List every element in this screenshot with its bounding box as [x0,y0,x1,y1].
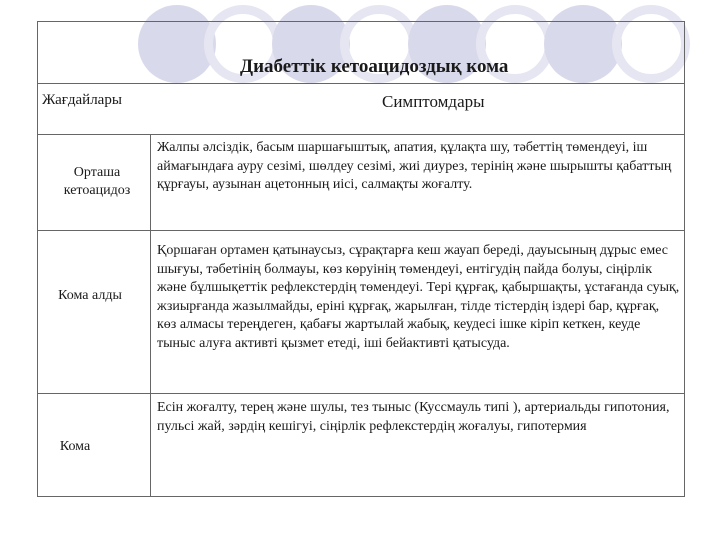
condition-cell: Кома [59,439,91,454]
header-conditions: Жағдайлары [42,92,122,108]
condition-cell: Кома алды [58,288,122,303]
header-symptoms: Симптомдары [382,92,485,111]
column-divider [150,134,151,497]
symptoms-cell: Жалпы әлсіздік, басым шаршағыштық, апатия, құлақта шу, тәбеттің төмендеуі, іш аймағындаға ауру сезімі, шөлдеу сезімі, жиі диурез, терінің және шырышты қабаттың құрғауы, аузынан ацетонның иісі, салмақты жоғалту. [157,140,672,193]
row-divider [37,230,685,231]
symptoms-cell: Есін жоғалту, терең және шулы, тез тыныс (Куссмауль типі ), артериальды гипотония, пульсі жай, зәрдің кешігуі, сіңірлік рефлекстердің жоғалуы, гипотермия [157,400,670,434]
title-divider [37,83,685,84]
header-divider [37,134,685,135]
condition-cell: Орташа кетоацидоз [63,165,131,198]
row-divider [37,393,685,394]
symptoms-cell: Қоршаған ортамен қатынаусыз, сұрақтарға кеш жауап береді, дауысының дұрыс емес шығуы, тәбетінің болмауы, көз көруінің төмендеуі, ентігудің пайда болуы, сіңірлік және бұлшықеттік рефлекстердің төмендеуі. Тері құрғақ, қабыршақты, ұстағанда суық, жзиырғанда жазылмайды, еріні құрғақ, жарылған, тілде тістердің іздері бар, құрғақ, көз алмасы тереңдеген, қабағы жартылай жабық, кеудесі ішке кіріп кеткен, кеуде тыныс алуға активті қызмет етеді, іші бейактивті қатысуда. [157,243,680,351]
page-title: Диабеттік кетоацидоздық кома [240,56,509,77]
